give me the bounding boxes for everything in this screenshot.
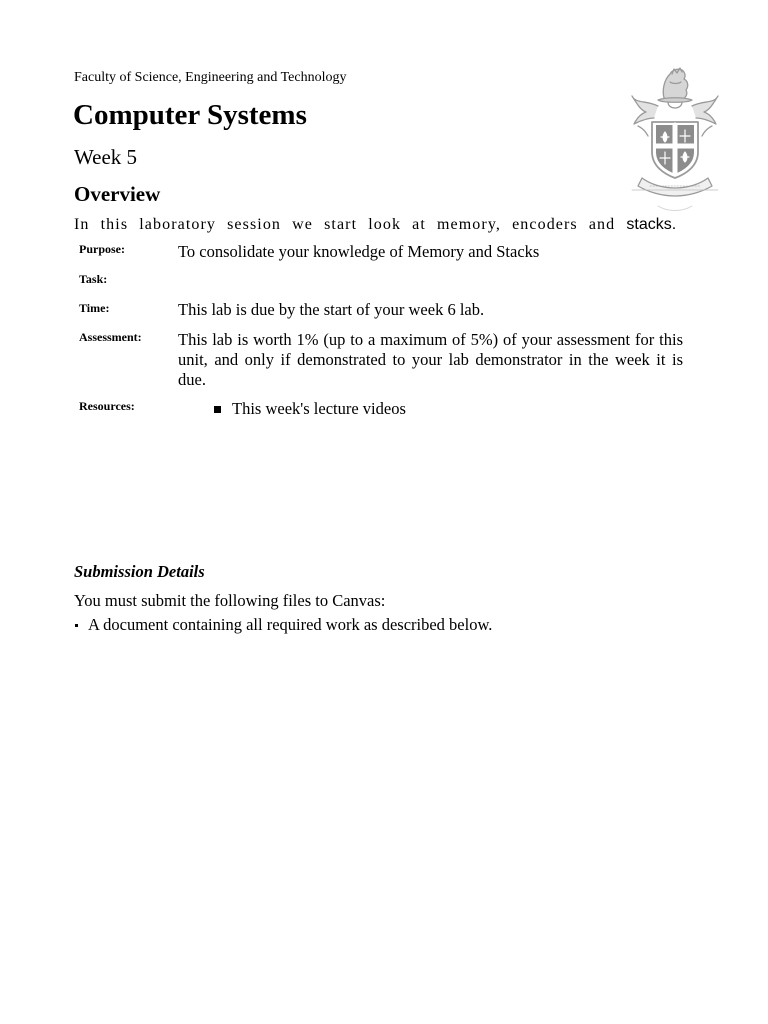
submission-heading: Submission Details (74, 562, 205, 581)
submission-list-item (74, 615, 492, 635)
assessment-label: Assessment: (79, 330, 142, 344)
dot-bullet-icon (75, 624, 78, 627)
purpose-label: Purpose: (79, 242, 125, 256)
overview-heading: Overview (74, 182, 161, 206)
time-label: Time: (79, 301, 110, 315)
submission-text: You must submit the following files to Canvas: (74, 591, 386, 610)
square-bullet-icon (214, 406, 221, 413)
purpose-value: To consolidate your knowledge of Memory and Stacks (178, 242, 540, 261)
resource-item-text: This week's lecture videos (232, 399, 406, 418)
university-crest-icon (628, 66, 722, 216)
submission-item-text: A document containing all required work as described below. (88, 615, 493, 634)
time-value: This lab is due by the start of your week 6 lab. (178, 300, 485, 319)
task-label: Task: (79, 272, 108, 286)
faculty-name: Faculty of Science, Engineering and Technology (74, 70, 347, 85)
week-label: Week 5 (74, 145, 138, 169)
resources-label: Resources: (79, 399, 135, 413)
overview-intro-text: In this laboratory session we start look at memory, encoders and (74, 216, 616, 233)
page-title: Computer Systems (73, 99, 307, 131)
overview-intro-end: stacks. (626, 216, 677, 233)
overview-intro (74, 215, 694, 235)
resource-list-item (214, 399, 406, 419)
assessment-value: This lab is worth 1% (up to a maximum of 5%) of your assessment for this unit, and only if demonstrated to your lab demonstrator in the week it is due. (178, 330, 683, 389)
